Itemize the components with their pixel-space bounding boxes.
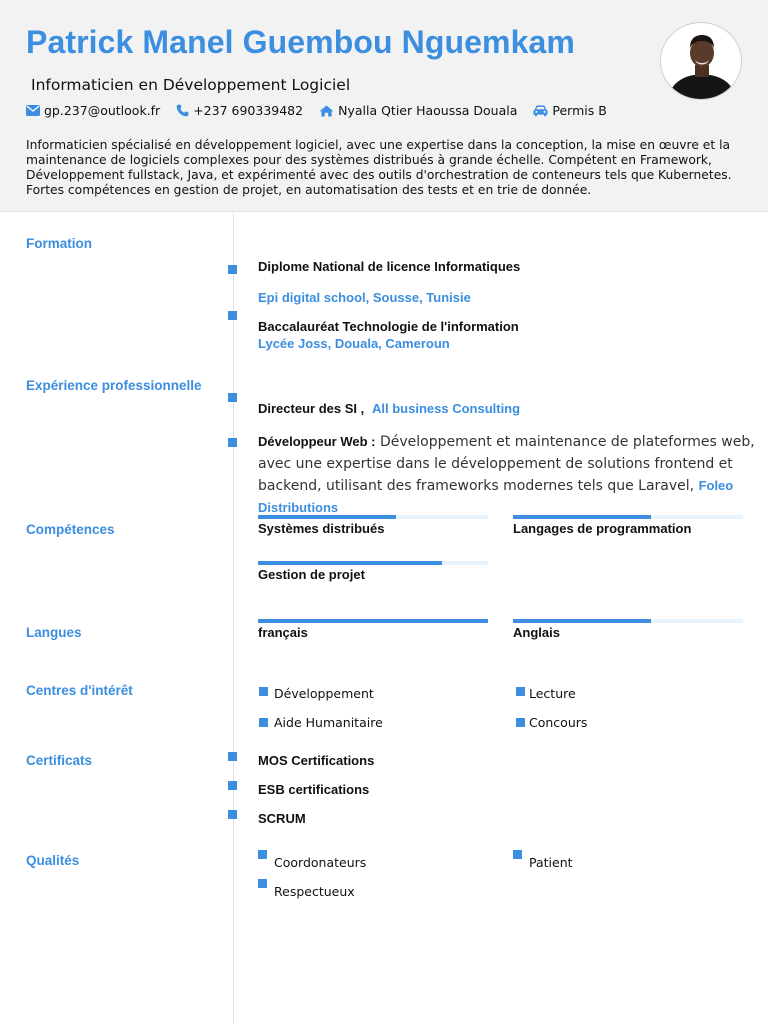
envelope-icon xyxy=(26,105,40,116)
interest-bullet xyxy=(516,718,525,727)
profile-summary: Informaticien spécialisé en développement logiciel, avec une expertise dans la conception, la mise en œuvre et la maintenance de logiciels complexes pour des systèmes distribués à grande échelle. Compétent en Framework, Développement fullstack, Java, et expérimenté avec des outils d'orchestration de conteneurs tels que Kubernetes. Fortes compétences en gestion de projet, en automatisation des tests et en trie de donnée. xyxy=(26,138,732,197)
email-text: gp.237@outlook.fr xyxy=(44,103,161,118)
avatar xyxy=(660,22,742,100)
section-title-languages: Langues xyxy=(26,625,82,640)
quality-item: Coordonateurs xyxy=(274,855,367,870)
skill-level-bar xyxy=(258,561,488,565)
skill-level-bar xyxy=(513,515,743,519)
timeline-divider xyxy=(233,213,234,1024)
timeline-bullet xyxy=(228,311,237,320)
interest-bullet xyxy=(259,687,268,696)
phone-text: +237 690339482 xyxy=(193,103,304,118)
timeline-bullet xyxy=(228,752,237,761)
experience-role: Directeur des SI , xyxy=(258,401,365,416)
skill-level-fill xyxy=(513,515,651,519)
skill-name: Gestion de projet xyxy=(258,567,365,582)
quality-bullet xyxy=(513,850,522,859)
skill-name: Langages de programmation xyxy=(513,521,692,536)
section-title-experience: Expérience professionnelle xyxy=(26,378,202,393)
interest-item: Aide Humanitaire xyxy=(274,715,383,730)
experience-company: Foleo Distributions xyxy=(258,478,734,515)
quality-bullet xyxy=(258,879,267,888)
education-school: Lycée Joss, Douala, Cameroun xyxy=(258,336,450,351)
contact-license xyxy=(533,103,606,118)
contact-address xyxy=(319,103,517,118)
timeline-bullet xyxy=(228,438,237,447)
candidate-name: Patrick Manel Guembou Nguemkam xyxy=(26,24,575,60)
interest-item: Lecture xyxy=(529,686,576,701)
education-degree: Diplome National de licence Informatiques xyxy=(258,259,521,274)
interest-bullet xyxy=(259,718,268,727)
section-title-formation: Formation xyxy=(26,236,92,251)
interest-item: Développement xyxy=(274,686,374,701)
skill-level-fill xyxy=(258,515,396,519)
timeline-bullet xyxy=(228,393,237,402)
car-icon xyxy=(533,105,548,117)
phone-icon xyxy=(176,104,189,117)
quality-item: Respectueux xyxy=(274,884,355,899)
job-title: Informaticien en Développement Logiciel xyxy=(31,76,351,94)
quality-item: Patient xyxy=(529,855,573,870)
interest-bullet xyxy=(516,687,525,696)
section-title-qualities: Qualités xyxy=(26,853,80,868)
education-school: Epi digital school, Sousse, Tunisie xyxy=(258,290,471,305)
skill-level-bar xyxy=(258,515,488,519)
address-text: Nyalla Qtier Haoussa Douala xyxy=(338,103,518,118)
contact-phone[interactable] xyxy=(176,103,303,118)
experience-item xyxy=(258,431,764,519)
license-text: Permis B xyxy=(552,103,607,118)
contact-email[interactable] xyxy=(26,103,160,118)
certificate-item: SCRUM xyxy=(258,811,306,826)
section-title-interests: Centres d'intérêt xyxy=(26,683,133,698)
quality-bullet xyxy=(258,850,267,859)
experience-description: Développement et maintenance de plateformes web, avec une expertise dans le développement de solutions frontend et backend, utilisant des frameworks modernes tels que Laravel, xyxy=(258,434,755,494)
timeline-bullet xyxy=(228,810,237,819)
language-name: français xyxy=(258,625,308,640)
language-level-bar xyxy=(513,619,743,623)
experience-company: All business Consulting xyxy=(372,401,521,416)
profile-photo xyxy=(661,23,742,100)
skill-level-fill xyxy=(258,561,442,565)
home-icon xyxy=(319,105,334,117)
language-level-fill xyxy=(258,619,488,623)
language-name: Anglais xyxy=(513,625,560,640)
language-level-bar xyxy=(258,619,488,623)
timeline-bullet xyxy=(228,265,237,274)
experience-role: Développeur Web : xyxy=(258,434,376,449)
language-level-fill xyxy=(513,619,651,623)
resume-header xyxy=(0,0,768,212)
certificate-item: MOS Certifications xyxy=(258,753,375,768)
timeline-bullet xyxy=(228,781,237,790)
section-title-certificates: Certificats xyxy=(26,753,93,768)
skill-name: Systèmes distribués xyxy=(258,521,385,536)
interest-item: Concours xyxy=(529,715,588,730)
education-degree: Baccalauréat Technologie de l'information xyxy=(258,319,519,334)
contact-bar xyxy=(26,103,623,118)
certificate-item: ESB certifications xyxy=(258,782,370,797)
section-title-skills: Compétences xyxy=(26,522,115,537)
